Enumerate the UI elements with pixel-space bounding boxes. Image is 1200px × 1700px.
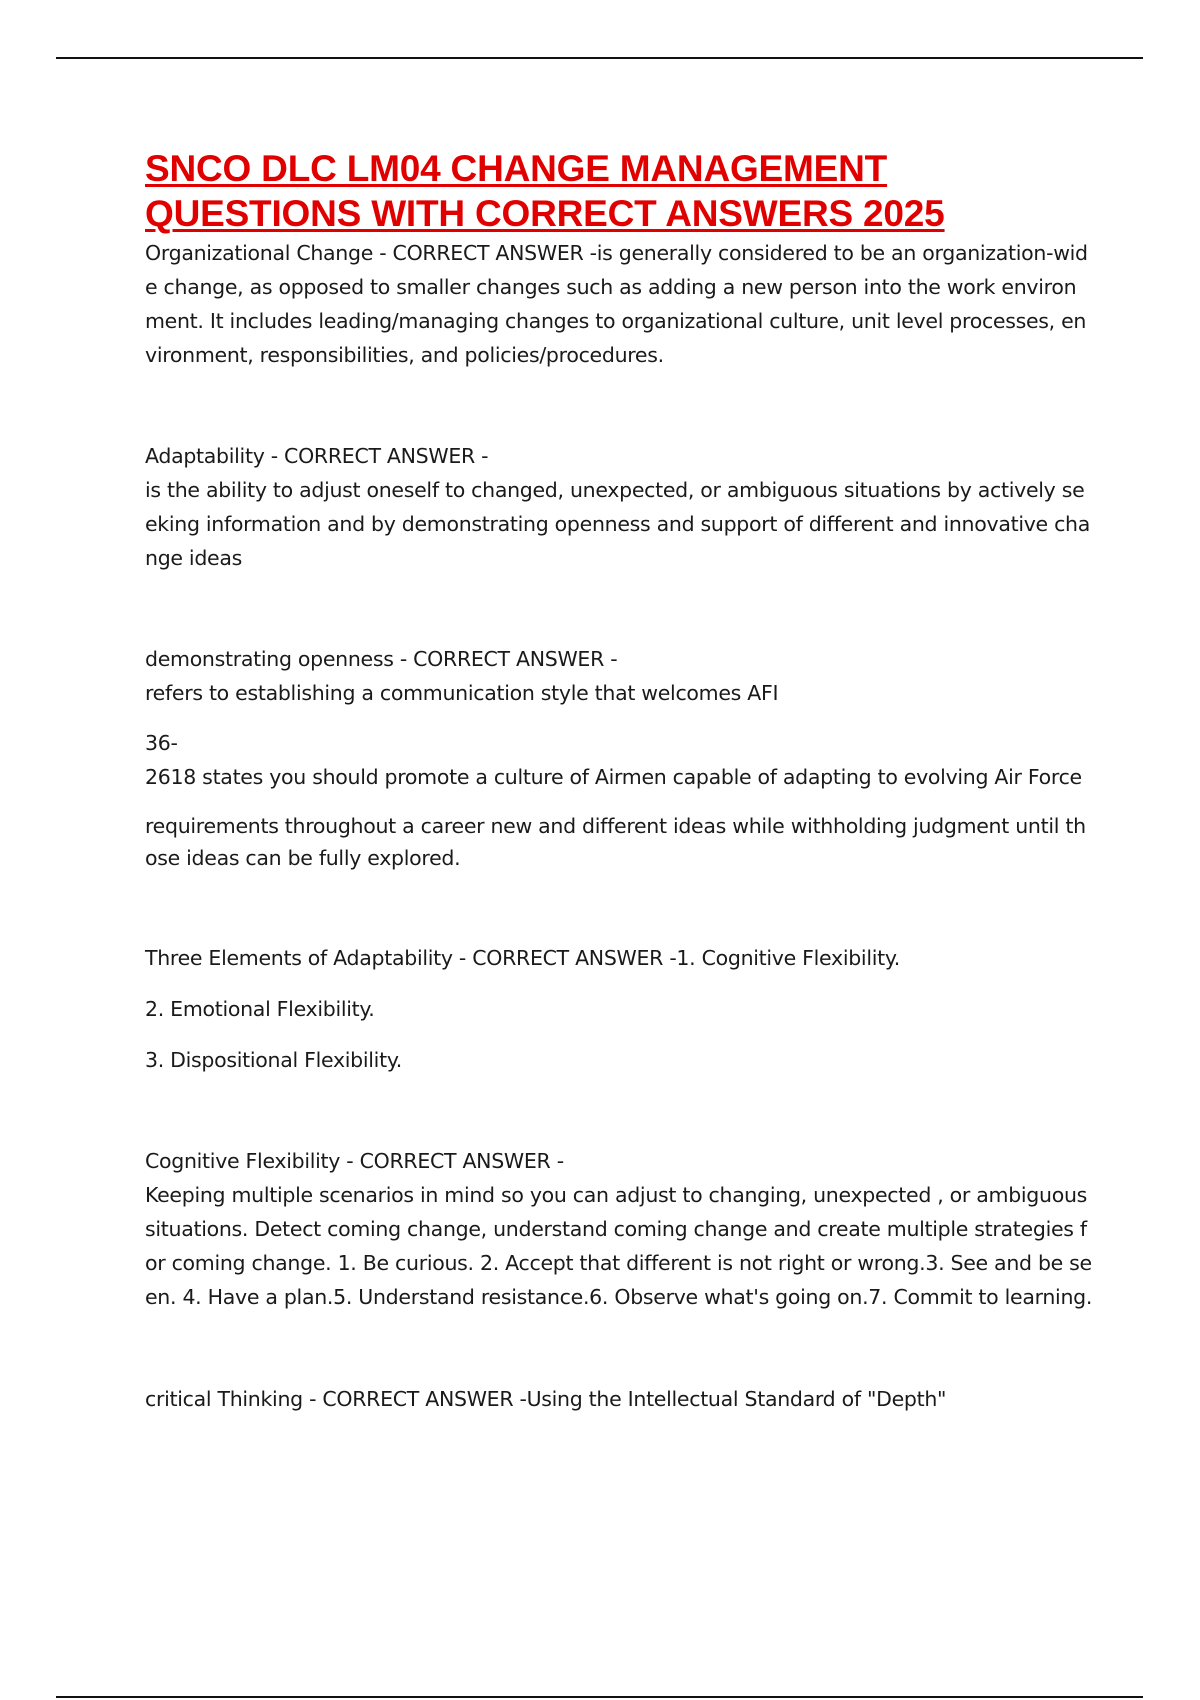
entry-cognitive-definition: Keeping multiple scenarios in mind so you can adjust to changing, unexpected , or ambiguous situations. Detect coming change, understand coming change and create multiple strategies for coming change. 1. Be curious. 2. Accept that different is not right or wrong.3. See and be seen. 4. Have a plan.5. Understand resistance.6. Observe what's going on.7. Commit to learning. <box>145 1183 1093 1309</box>
entry-openness-continued: 2618 states you should promote a culture of Airmen capable of adapting to evolving Air Force <box>145 765 1082 789</box>
entry-openness-continued-2: requirements throughout a career new and different ideas while withholding judgment until those ideas can be fully explored. <box>145 814 1086 870</box>
entry-openness-number: 36- <box>145 731 178 755</box>
entry-critical-thinking: critical Thinking - CORRECT ANSWER -Using the Intellectual Standard of "Depth" <box>145 1387 947 1411</box>
entry-three-elements-2: 2. Emotional Flexibility. <box>145 997 375 1021</box>
entry-openness-term: demonstrating openness - CORRECT ANSWER - <box>145 647 618 671</box>
top-rule <box>56 57 1143 59</box>
title-line-2: QUESTIONS WITH CORRECT ANSWERS 2025 <box>145 193 945 234</box>
entry-adaptability-definition: is the ability to adjust oneself to changed, unexpected, or ambiguous situations by actively seeking information and by demonstrating openness and support of different and innovative change ideas <box>145 478 1091 570</box>
entry-organizational-change: Organizational Change - CORRECT ANSWER -is generally considered to be an organization-wide change, as opposed to smaller changes such as adding a new person into the work environment. It includes leading/managing changes to organizational culture, unit level processes, environment, responsibilities, and policies/procedures. <box>145 241 1088 367</box>
document-title <box>145 146 1095 236</box>
bottom-rule <box>56 1696 1143 1698</box>
entry-adaptability-term: Adaptability - CORRECT ANSWER - <box>145 444 489 468</box>
entry-three-elements-1: Three Elements of Adaptability - CORRECT ANSWER -1. Cognitive Flexibility. <box>145 946 900 970</box>
entry-openness-definition: refers to establishing a communication style that welcomes AFI <box>145 681 779 705</box>
document-body <box>145 146 1095 1416</box>
entry-three-elements-3: 3. Dispositional Flexibility. <box>145 1048 402 1072</box>
title-line-1: SNCO DLC LM04 CHANGE MANAGEMENT <box>145 148 888 189</box>
qa-list <box>145 236 1095 1416</box>
entry-cognitive-term: Cognitive Flexibility - CORRECT ANSWER - <box>145 1149 564 1173</box>
